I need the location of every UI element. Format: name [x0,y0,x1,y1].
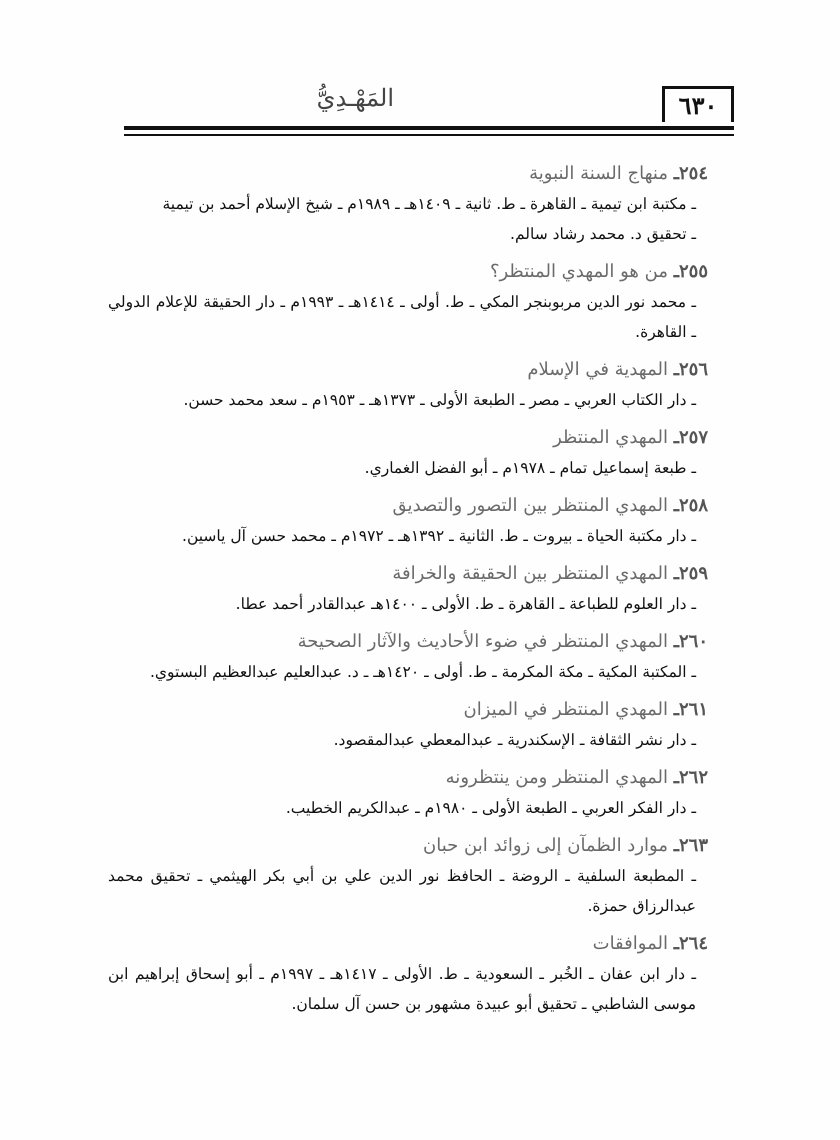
entry-title-line [108,762,708,793]
entry-description: ـ المطبعة السلفية ـ الروضة ـ الحافظ نور الدين علي بن أبي بكر الهيثمي ـ تحقيق محمد عبدالرزاق حمزة. [108,867,696,915]
entry-description: ـ طبعة إسماعيل تمام ـ ١٩٧٨م ـ أبو الفضل الغماري. [364,459,696,477]
entry-description: ـ دار العلوم للطباعة ـ القاهرة ـ ط. الأولى ـ ١٤٠٠هـ عبدالقادر أحمد عطا. [235,595,696,613]
entry-title: منهاج السنة النبوية [529,163,668,184]
bibliography-entry [108,422,708,483]
entry-number: ٢٥٤ـ [673,163,708,184]
entry-number: ٢٦٤ـ [673,933,708,954]
header-rule-thick [124,126,734,130]
entry-title-line [108,830,708,861]
entry-title-line [108,490,708,521]
bibliography-entry [108,830,708,921]
entry-title-line [108,256,708,287]
entry-title-line [108,928,708,959]
bibliography-entry [108,490,708,551]
entry-title: المهدي المنتظر في ضوء الأحاديث والآثار الصحيحة [297,631,668,652]
entry-number: ٢٥٦ـ [673,359,708,380]
header-rule-thin [124,134,734,136]
entry-description: ـ دار ابن عفان ـ الخُبر ـ السعودية ـ ط. الأولى ـ ١٤١٧هـ ـ ١٩٩٧م ـ أبو إسحاق إبراهيم ابن موسى الشاطبي ـ تحقيق أبو عبيدة مشهور بن حسن آل سلمان. [108,965,697,1013]
running-title: المَهْـدِيُّ [316,84,394,112]
entry-title-line [108,158,708,189]
entry-description: ـ محمد نور الدين مربوبنجر المكي ـ ط. أولى ـ ١٤١٤هـ ـ ١٩٩٣م ـ دار الحقيقة للإعلام الدولي ـ القاهرة. [108,293,696,341]
entry-title: المهدي المنتظر [553,427,668,448]
bibliography-entry [108,558,708,619]
page-number: ٦٣٠ [662,86,734,122]
entry-number: ٢٥٧ـ [673,427,708,448]
bibliography-entry [108,928,708,1019]
bibliography-entry [108,256,708,347]
entry-number: ٢٦٠ـ [673,631,708,652]
entry-title: المهدي المنتظر بين الحقيقة والخرافة [392,563,668,584]
entry-title-line [108,422,708,453]
entry-title-line [108,626,708,657]
page-header [124,80,734,126]
entry-title: من هو المهدي المنتظر؟ [489,261,668,282]
entry-title-line [108,694,708,725]
entry-number: ٢٥٩ـ [673,563,708,584]
entry-description: ـ تحقيق د. محمد رشاد سالم. [510,225,696,243]
entry-number: ٢٥٥ـ [673,261,708,282]
entry-description: ـ مكتبة ابن تيمية ـ القاهرة ـ ط. ثانية ـ ١٤٠٩هـ ـ ١٩٨٩م ـ شيخ الإسلام أحمد بن تيمية [162,195,696,213]
bibliography-entry [108,762,708,823]
entry-number: ٢٦٣ـ [673,835,708,856]
entry-title: الموافقات [592,933,668,954]
entry-title: المهدي المنتظر بين التصور والتصديق [392,495,668,516]
entry-description: ـ دار نشر الثقافة ـ الإسكندرية ـ عبدالمعطي عبدالمقصود. [333,731,696,749]
entry-title: المهدي المنتظر ومن ينتظرونه [445,767,668,788]
entry-number: ٢٥٨ـ [673,495,708,516]
entry-title-line [108,354,708,385]
bibliography-list [108,158,708,1026]
entry-title: موارد الظمآن إلى زوائد ابن حبان [423,835,668,856]
entry-description: ـ دار الكتاب العربي ـ مصر ـ الطبعة الأولى ـ ١٣٧٣هـ ـ ١٩٥٣م ـ سعد محمد حسن. [183,391,696,409]
entry-description: ـ دار مكتبة الحياة ـ بيروت ـ ط. الثانية ـ ١٣٩٢هـ ـ ١٩٧٢م ـ محمد حسن آل ياسين. [182,527,696,545]
entry-title-line [108,558,708,589]
entry-number: ٢٦١ـ [673,699,708,720]
bibliography-entry [108,694,708,755]
entry-number: ٢٦٢ـ [673,767,708,788]
bibliography-entry [108,158,708,249]
entry-title: المهدي المنتظر في الميزان [463,699,668,720]
entry-title: المهدية في الإسلام [527,359,668,380]
bibliography-entry [108,626,708,687]
entry-description: ـ دار الفكر العربي ـ الطبعة الأولى ـ ١٩٨٠م ـ عبدالكريم الخطيب. [285,799,696,817]
bibliography-entry [108,354,708,415]
entry-description: ـ المكتبة المكية ـ مكة المكرمة ـ ط. أولى ـ ١٤٢٠هـ ـ د. عبدالعليم عبدالعظيم البستوي. [149,663,696,681]
